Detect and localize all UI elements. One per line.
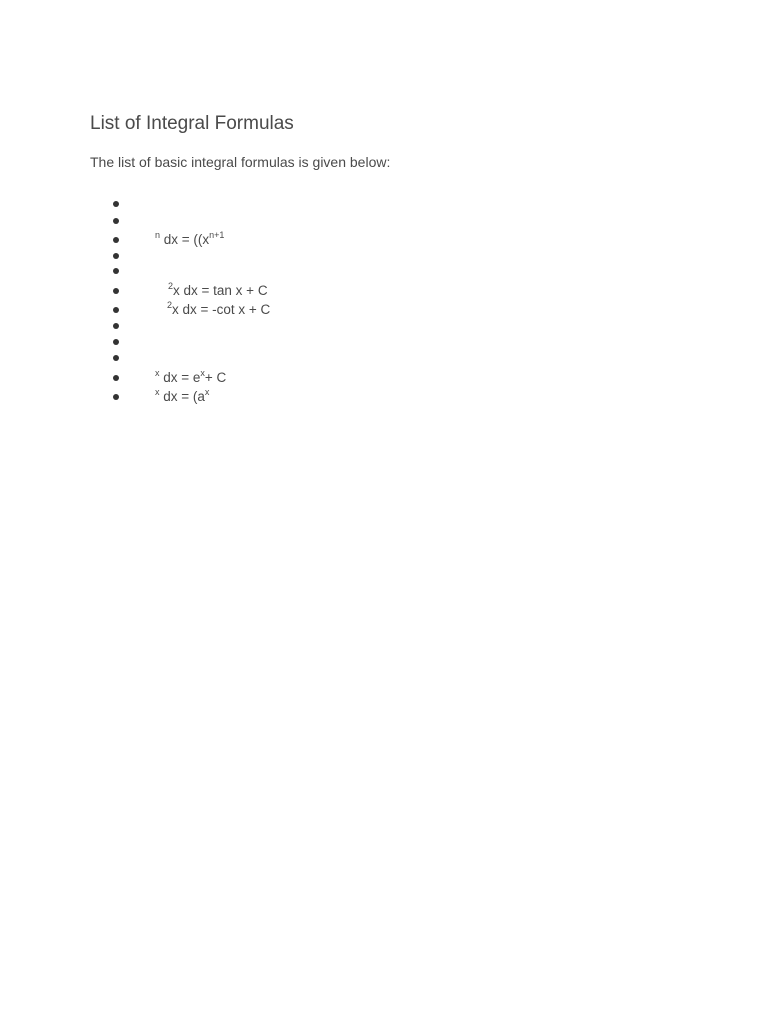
bullet-icon — [113, 253, 119, 259]
bullet-icon — [113, 307, 119, 313]
bullet-icon — [113, 268, 119, 274]
formula-text: $^n$ dx = (($x^{n+1}$ — [155, 229, 225, 247]
page-title: List of Integral Formulas — [90, 113, 294, 134]
bullet-icon — [113, 339, 119, 345]
formula-text: $^x$ dx = $e^x+ C$ — [155, 367, 227, 385]
list-item — [0, 388, 500, 406]
intro-paragraph: The list of basic integral formulas is given below: — [90, 154, 391, 170]
list-item — [0, 369, 500, 387]
list-item — [0, 282, 500, 300]
bullet-icon — [113, 218, 119, 224]
bullet-icon — [113, 201, 119, 207]
bullet-icon — [113, 323, 119, 329]
bullet-icon — [113, 375, 119, 381]
formula-text: $^2$x dx = -cot x + C — [167, 299, 271, 317]
bullet-icon — [113, 288, 119, 294]
formula-text: $^2$x dx = tan x + C — [168, 280, 268, 298]
bullet-icon — [113, 237, 119, 243]
list-item — [0, 349, 500, 367]
bullet-icon — [113, 394, 119, 400]
list-item — [0, 262, 500, 280]
list-item — [0, 212, 500, 230]
formula-text: $^x$ dx = ($a^x$ — [155, 386, 210, 404]
list-item — [0, 195, 500, 213]
bullet-icon — [113, 355, 119, 361]
